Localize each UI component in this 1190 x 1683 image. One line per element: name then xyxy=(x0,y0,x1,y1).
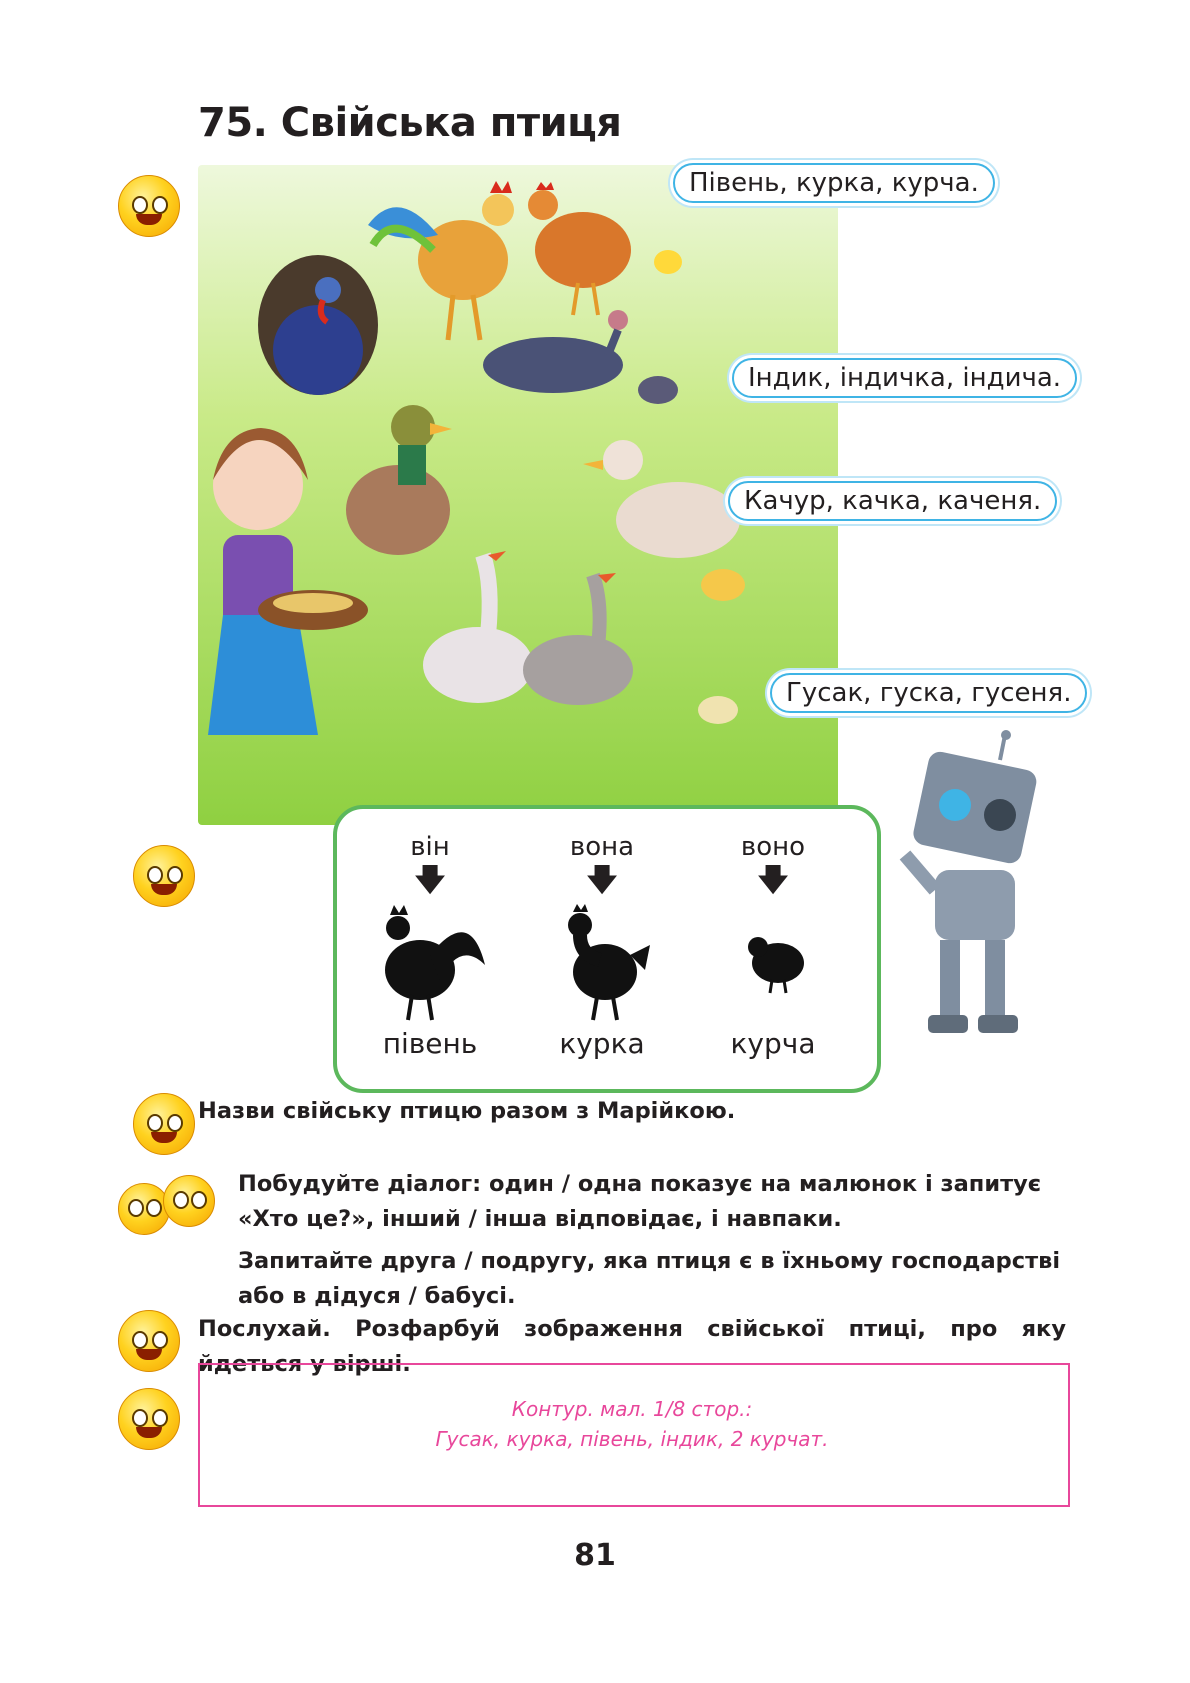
goose-icon xyxy=(423,551,738,724)
arrow-down-icon: 🡇 xyxy=(586,863,618,898)
caption-rooster: Півень, курка, курча. xyxy=(673,163,995,203)
turkey-hen-icon xyxy=(483,310,678,404)
arrow-down-icon: 🡇 xyxy=(757,863,789,898)
page-title: 75. Свійська птиця xyxy=(198,100,622,146)
task-dialog-line1: Побудуйте діалог: один / одна показує на малюнок і запитує xyxy=(238,1171,1042,1197)
caption-duck: Качур, качка, каченя. xyxy=(728,481,1057,521)
smiley-headset-icon xyxy=(118,1388,180,1450)
smiley-microphone-icon xyxy=(133,1093,195,1155)
chick-icon xyxy=(654,250,682,274)
smiley-pointing-icon xyxy=(133,845,195,907)
smiley-magnifier-icon xyxy=(118,175,180,237)
pronoun-she: вона xyxy=(569,832,635,862)
duck-icon xyxy=(346,405,452,555)
caption-goose: Гусак, гуска, гусеня. xyxy=(770,673,1087,713)
smiley-headphones-icon xyxy=(118,1310,180,1372)
pronoun-it: воно xyxy=(740,832,806,862)
smiley-pair-icon xyxy=(163,1175,215,1227)
word-hen: курка xyxy=(559,1027,645,1060)
hen-silhouette-icon xyxy=(555,900,655,1025)
pronoun-he: він xyxy=(410,832,450,862)
word-rooster: півень xyxy=(382,1027,478,1060)
page-number: 81 xyxy=(574,1538,616,1573)
placeholder-note-line1: Контур. мал. 1/8 стор.: xyxy=(511,1397,753,1421)
robot-icon xyxy=(880,730,1070,1040)
task-listen-line2: йдеться у вірші. xyxy=(198,1351,411,1377)
task-ask-line2: або в дідуся / бабусі. xyxy=(238,1283,516,1309)
smiley-pair-icon xyxy=(118,1183,170,1235)
chick-silhouette-icon xyxy=(740,925,810,995)
task-ask-line1: Запитайте друга / подругу, яка птиця є в їхньому господарстві xyxy=(238,1248,1061,1274)
task-listen-line1: Послухай. Розфарбуй зображення свійської птиці, про яку xyxy=(198,1316,1066,1342)
hen-icon xyxy=(528,182,631,315)
task-name-birds: Назви свійську птицю разом з Марійкою. xyxy=(198,1098,736,1124)
caption-turkey: Індик, індичка, індича. xyxy=(732,358,1077,398)
task-dialog-line2: «Хто це?», інший / інша відповідає, і навпаки. xyxy=(238,1206,842,1232)
rooster-icon xyxy=(368,181,514,340)
girl-marijka-icon xyxy=(208,428,368,735)
placeholder-note-line2: Гусак, курка, півень, індик, 2 курчат. xyxy=(435,1427,829,1451)
rooster-silhouette-icon xyxy=(370,900,490,1025)
arrow-down-icon: 🡇 xyxy=(414,863,446,898)
turkey-icon xyxy=(258,255,378,395)
word-chick: курча xyxy=(730,1027,816,1060)
